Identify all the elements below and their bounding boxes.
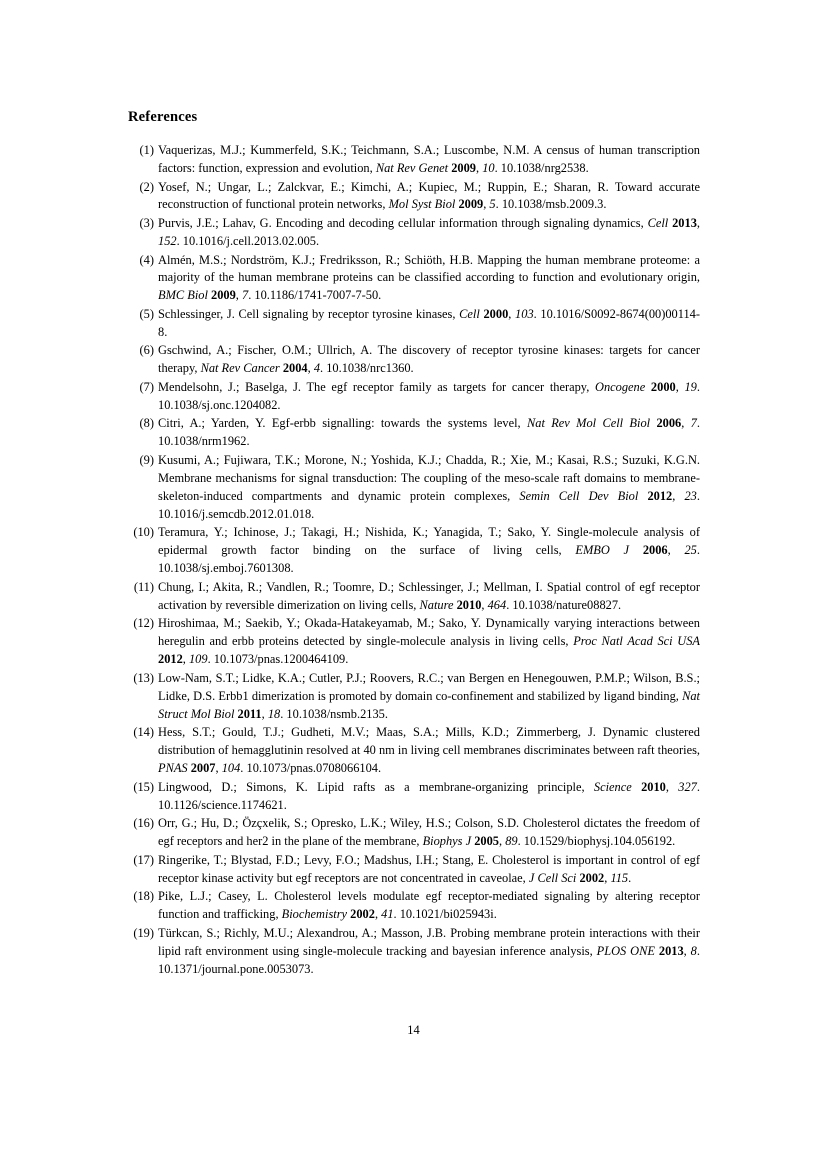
reference-item bbox=[128, 342, 700, 378]
reference-journal: J Cell Sci bbox=[528, 870, 577, 885]
reference-year: 2013 bbox=[672, 216, 697, 230]
reference-authors: Lingwood, D.; Simons, K. bbox=[158, 779, 308, 794]
reference-doi: 10.1371/journal.pone.0053073. bbox=[158, 961, 314, 976]
reference-title: Dynamically varying interactions between heregulin and erbb proteins detected by single-molecule analysis in living cells, bbox=[158, 616, 700, 649]
reference-volume: 4 bbox=[313, 361, 321, 376]
reference-title: Cholesterol dictates the freedom of egf receptors and her2 in the plane of the membrane, bbox=[158, 816, 700, 849]
reference-authors: Teramura, Y.; Ichinose, J.; Takagi, H.; Nishida, K.; Yanagida, T.; Sako, Y. bbox=[158, 525, 552, 540]
reference-number: (5) bbox=[139, 306, 154, 321]
reference-volume: 19 bbox=[684, 379, 697, 394]
reference-volume: 25 bbox=[684, 543, 697, 558]
reference-item bbox=[128, 452, 700, 524]
reference-authors: Almén, M.S.; Nordström, K.J.; Fredriksson, R.; Schiöth, H.B. bbox=[158, 252, 473, 267]
reference-number: (6) bbox=[139, 343, 154, 358]
reference-text: Hiroshimaa, M.; Saekib, Y.; Okada-Hatakeyamab, M.; Sako, Y. Dynamically varying interactions between heregulin and erbb proteins detected by single-molecule analysis in living cells, Proc Natl Acad Sci USA 2012, 109. 10.1073/pnas.1200464109. bbox=[158, 616, 700, 667]
reference-year: 2000 bbox=[483, 306, 509, 321]
reference-journal: PLOS ONE bbox=[596, 943, 655, 958]
reference-text: Vaquerizas, M.J.; Kummerfeld, S.K.; Teichmann, S.A.; Luscombe, N.M. A census of human transcription factors: function, expression and evolution, Nat Rev Genet 2009, 10. 10.1038/nrg2538. bbox=[158, 143, 700, 175]
reference-year: 2010 bbox=[456, 597, 482, 612]
reference-volume: 327 bbox=[678, 779, 697, 794]
reference-volume: 7 bbox=[690, 416, 697, 431]
reference-title: Membrane mechanisms for signal transduction: The coupling of the meso-scale raft domains to membrane-skeleton-induced compartments and dynamic protein complexes, bbox=[158, 470, 700, 503]
reference-journal: Science bbox=[593, 779, 632, 794]
reference-authors: Purvis, J.E.; Lahav, G. bbox=[158, 216, 272, 230]
reference-journal: Nat Struct Mol Biol bbox=[158, 688, 700, 721]
reference-number: (4) bbox=[139, 252, 154, 267]
reference-number: (13) bbox=[133, 670, 154, 685]
reference-title: Cell signaling by receptor tyrosine kinases, bbox=[238, 306, 456, 321]
reference-volume: 89 bbox=[505, 834, 518, 849]
reference-volume: 23 bbox=[684, 488, 697, 503]
reference-volume: 18 bbox=[267, 706, 281, 721]
reference-text: Pike, L.J.; Casey, L. Cholesterol levels modulate egf receptor-mediated signaling by altering receptor function and trafficking, Biochemistry 2002, 41. 10.1021/bi025943i. bbox=[158, 889, 700, 922]
reference-doi: 10.1529/biophysj.104.056192. bbox=[523, 834, 676, 849]
reference-journal: Mol Syst Biol bbox=[388, 197, 456, 212]
reference-text: Teramura, Y.; Ichinose, J.; Takagi, H.; Nishida, K.; Yanagida, T.; Sako, Y. Single-molecule analysis of epidermal growth factor binding on the surface of living cells, EMBO J 2006, 25. 10.1038/sj.emboj.7601308. bbox=[158, 525, 700, 576]
reference-item bbox=[128, 179, 700, 215]
reference-doi: 10.1038/sj.onc.1204082. bbox=[158, 397, 281, 412]
reference-volume: 10 bbox=[482, 160, 495, 175]
reference-volume: 109 bbox=[188, 652, 208, 667]
reference-authors: Citri, A.; Yarden, Y. bbox=[158, 416, 266, 431]
reference-title: Single-molecule analysis of epidermal growth factor binding on the surface of living cells, bbox=[158, 525, 700, 558]
reference-title: Encoding and decoding cellular information through signaling dynamics, bbox=[275, 216, 644, 230]
reference-journal: Oncogene bbox=[595, 379, 646, 394]
reference-item bbox=[128, 379, 700, 415]
reference-number: (2) bbox=[139, 179, 154, 194]
reference-title: Dynamic clustered distribution of hemagglutinin resolved at 40 nm in living cell membranes discriminates between raft theories, bbox=[158, 725, 700, 758]
reference-journal: Biophys J bbox=[422, 834, 472, 849]
reference-item bbox=[128, 306, 700, 342]
reference-item bbox=[128, 724, 700, 778]
reference-item bbox=[128, 252, 700, 306]
reference-number: (18) bbox=[133, 889, 154, 904]
reference-item bbox=[128, 670, 700, 724]
reference-year: 2000 bbox=[650, 379, 676, 394]
reference-number: (12) bbox=[133, 616, 154, 631]
reference-number: (17) bbox=[133, 852, 154, 867]
reference-year: 2006 bbox=[642, 543, 668, 558]
reference-title: A census of human transcription factors: function, expression and evolution, bbox=[158, 143, 700, 175]
reference-item bbox=[128, 888, 700, 924]
reference-authors: Ringerike, T.; Blystad, F.D.; Levy, F.O.; Madshus, I.H.; Stang, E. bbox=[158, 852, 489, 867]
reference-number: (16) bbox=[133, 816, 154, 831]
reference-title: Erbb1 dimerization is promoted by domain co-confinement and stabilized by ligand binding, bbox=[218, 688, 679, 703]
reference-authors: Türkcan, S.; Richly, M.U.; Alexandrou, A.; Masson, J.B. bbox=[158, 925, 447, 940]
reference-year: 2006 bbox=[656, 416, 682, 431]
reference-authors: Kusumi, A.; Fujiwara, T.K.; Morone, N.; Yoshida, K.J.; Chadda, R.; Xie, M.; Kasai, R.S.; Suzuki, K.G.N. bbox=[158, 452, 700, 467]
reference-doi: 10.1016/S0092-8674(00)00114-8. bbox=[158, 306, 700, 339]
reference-doi: 10.1038/nrg2538. bbox=[500, 160, 589, 175]
reference-doi: 10.1126/science.1174621. bbox=[158, 797, 287, 812]
reference-number: (9) bbox=[139, 452, 154, 467]
reference-year: 2005 bbox=[474, 834, 499, 849]
reference-list bbox=[128, 142, 700, 979]
reference-volume: 103 bbox=[515, 306, 534, 321]
reference-journal: Proc Natl Acad Sci USA bbox=[573, 634, 700, 649]
reference-authors: Pike, L.J.; Casey, L. bbox=[158, 889, 268, 904]
reference-doi: 10.1038/nrm1962. bbox=[158, 434, 250, 449]
reference-journal: Cell bbox=[459, 306, 480, 321]
reference-doi: 10.1016/j.semcdb.2012.01.018. bbox=[158, 506, 315, 521]
reference-text: Almén, M.S.; Nordström, K.J.; Fredriksson, R.; Schiöth, H.B. Mapping the human membrane proteome: a majority of the human membrane proteins can be classified according to function and evolutionary origin, BMC Biol 2009, 7. 10.1186/1741-7007-7-50. bbox=[158, 252, 700, 303]
reference-journal: Nat Rev Mol Cell Biol bbox=[527, 416, 651, 431]
page-number: 14 bbox=[407, 1023, 420, 1037]
reference-doi: 10.1038/nrc1360. bbox=[326, 361, 414, 376]
reference-doi: 10.1073/pnas.1200464109. bbox=[213, 652, 349, 667]
reference-year: 2007 bbox=[190, 761, 216, 776]
reference-title: Cholesterol is important in control of egf receptor kinase activity but egf receptors are not concentrated in caveolae, bbox=[158, 852, 700, 885]
reference-year: 2009 bbox=[211, 288, 236, 303]
reference-number: (11) bbox=[133, 579, 154, 594]
reference-year: 2012 bbox=[647, 488, 673, 503]
reference-number: (19) bbox=[133, 925, 154, 940]
reference-title: The egf receptor family as targets for cancer therapy, bbox=[306, 379, 590, 394]
reference-authors: Vaquerizas, M.J.; Kummerfeld, S.K.; Teichmann, S.A.; Luscombe, N.M. bbox=[158, 143, 530, 157]
reference-doi: 10.1073/pnas.0708066104. bbox=[246, 761, 382, 776]
reference-year: 2013 bbox=[658, 943, 684, 958]
reference-text: Schlessinger, J. Cell signaling by receptor tyrosine kinases, Cell 2000, 103. 10.1016/S0092-8674(00)00114-8. bbox=[158, 306, 700, 339]
reference-volume: 8 bbox=[690, 943, 697, 958]
reference-authors: Gschwind, A.; Fischer, O.M.; Ullrich, A. bbox=[158, 343, 373, 358]
reference-year: 2010 bbox=[641, 779, 666, 794]
reference-volume: 41 bbox=[381, 907, 394, 922]
reference-doi: 10.1038/nature08827. bbox=[512, 597, 622, 612]
reference-text: Mendelsohn, J.; Baselga, J. The egf receptor family as targets for cancer therapy, Oncogene 2000, 19. 10.1038/sj.onc.1204082. bbox=[158, 379, 700, 412]
reference-text: Ringerike, T.; Blystad, F.D.; Levy, F.O.; Madshus, I.H.; Stang, E. Cholesterol is important in control of egf receptor kinase activity but egf receptors are not concentrated in caveolae, J Cell Sci 2002, 115. bbox=[158, 852, 700, 885]
reference-doi: 10.1038/nsmb.2135. bbox=[286, 706, 388, 721]
reference-text: Citri, A.; Yarden, Y. Egf-erbb signalling: towards the systems level, Nat Rev Mol Cell Biol 2006, 7. 10.1038/nrm1962. bbox=[158, 416, 700, 449]
reference-volume: 464 bbox=[487, 597, 507, 612]
reference-number: (15) bbox=[133, 779, 154, 794]
reference-item bbox=[128, 215, 700, 251]
reference-year: 2012 bbox=[158, 652, 183, 667]
reference-number: (3) bbox=[139, 216, 154, 230]
reference-title: Spatial control of egf receptor activation by reversible dimerization on living cells, bbox=[158, 579, 700, 612]
reference-journal: Biochemistry bbox=[281, 907, 348, 922]
reference-year: 2009 bbox=[451, 160, 476, 175]
reference-volume: 115 bbox=[610, 870, 629, 885]
reference-authors: Hess, S.T.; Gould, T.J.; Gudheti, M.V.; Maas, S.A.; Mills, K.D.; Zimmerberg, J. bbox=[158, 725, 596, 740]
reference-year: 2002 bbox=[579, 870, 605, 885]
reference-authors: Yosef, N.; Ungar, L.; Zalckvar, E.; Kimchi, A.; Kupiec, M.; Ruppin, E.; Sharan, R. bbox=[158, 179, 609, 194]
reference-item bbox=[128, 579, 700, 615]
reference-authors: Mendelsohn, J.; Baselga, J. bbox=[158, 379, 302, 394]
reference-number: (7) bbox=[139, 379, 154, 394]
reference-item bbox=[128, 852, 700, 888]
page-title: References bbox=[128, 109, 198, 125]
reference-volume: 104 bbox=[221, 761, 241, 776]
reference-title: Egf-erbb signalling: towards the systems level, bbox=[271, 416, 521, 431]
reference-text: Kusumi, A.; Fujiwara, T.K.; Morone, N.; Yoshida, K.J.; Chadda, R.; Xie, M.; Kasai, R.S.; Suzuki, K.G.N. Membrane mechanisms for signal transduction: The coupling of the meso-scale raft domains to membrane-skeleton-induced compartments and dynamic protein complexes, Semin Cell Dev Biol 2012, 23. 10.1016/j.semcdb.2012.01.018. bbox=[158, 452, 700, 521]
reference-number: (8) bbox=[139, 416, 154, 431]
reference-authors: Low-Nam, S.T.; Lidke, K.A.; Cutler, P.J.; Roovers, R.C.; van Bergen en Henegouwen, P.M.P.; Wilson, B.S.; Lidke, D.S. bbox=[158, 670, 700, 703]
reference-journal: BMC Biol bbox=[158, 288, 208, 303]
reference-item bbox=[128, 815, 700, 851]
reference-journal: Nat Rev Cancer bbox=[200, 361, 280, 376]
reference-volume: 5 bbox=[489, 197, 496, 212]
reference-text: Purvis, J.E.; Lahav, G. Encoding and decoding cellular information through signaling dynamics, Cell 2013, 152. 10.1016/j.cell.2013.02.005. bbox=[158, 216, 700, 248]
reference-text: Low-Nam, S.T.; Lidke, K.A.; Cutler, P.J.; Roovers, R.C.; van Bergen en Henegouwen, P.M.P.; Wilson, B.S.; Lidke, D.S. Erbb1 dimerization is promoted by domain co-confinement and stabilized by ligand binding, Nat Struct Mol Biol 2011, 18. 10.1038/nsmb.2135. bbox=[158, 670, 700, 721]
reference-item bbox=[128, 142, 700, 178]
reference-doi: 10.1021/bi025943i. bbox=[399, 907, 497, 922]
reference-text: Gschwind, A.; Fischer, O.M.; Ullrich, A. The discovery of receptor tyrosine kinases: targets for cancer therapy, Nat Rev Cancer 2004, 4. 10.1038/nrc1360. bbox=[158, 343, 701, 376]
reference-year: 2002 bbox=[350, 907, 375, 922]
reference-title: The discovery of receptor tyrosine kinases: targets for cancer therapy, bbox=[158, 343, 701, 376]
reference-title: Mapping the human membrane proteome: a majority of the human membrane proteins can be classified according to function and evolutionary origin, bbox=[158, 252, 700, 285]
reference-text: Lingwood, D.; Simons, K. Lipid rafts as a membrane-organizing principle, Science 2010, 327. 10.1126/science.1174621. bbox=[158, 779, 700, 812]
reference-journal: PNAS bbox=[158, 761, 188, 776]
reference-doi: 10.1186/1741-7007-7-50. bbox=[254, 288, 382, 303]
reference-journal: Semin Cell Dev Biol bbox=[519, 488, 639, 503]
reference-text: Hess, S.T.; Gould, T.J.; Gudheti, M.V.; Maas, S.A.; Mills, K.D.; Zimmerberg, J. Dynamic clustered distribution of hemagglutinin resolved at 40 nm in living cell membranes discriminates between raft theories, PNAS 2007, 104. 10.1073/pnas.0708066104. bbox=[158, 725, 700, 776]
reference-authors: Chung, I.; Akita, R.; Vandlen, R.; Toomre, D.; Schlessinger, J.; Mellman, I. bbox=[158, 579, 543, 594]
references-section bbox=[128, 108, 700, 979]
reference-authors: Orr, G.; Hu, D.; Özçxelik, S.; Opresko, L.K.; Wiley, H.S.; Colson, S.D. bbox=[158, 816, 520, 831]
reference-title: Cholesterol levels modulate egf receptor-mediated signaling by altering receptor function and trafficking, bbox=[158, 889, 700, 922]
reference-number: (1) bbox=[139, 143, 154, 157]
reference-authors: Schlessinger, J. bbox=[158, 306, 235, 321]
reference-authors: Hiroshimaa, M.; Saekib, Y.; Okada-Hatakeyamab, M.; Sako, Y. bbox=[158, 616, 482, 631]
reference-text: Orr, G.; Hu, D.; Özçxelik, S.; Opresko, L.K.; Wiley, H.S.; Colson, S.D. Cholesterol dictates the freedom of egf receptors and her2 in the plane of the membrane, Biophys J 2005, 89. 10.1529/biophysj.104.056192. bbox=[158, 816, 700, 849]
reference-text: Chung, I.; Akita, R.; Vandlen, R.; Toomre, D.; Schlessinger, J.; Mellman, I. Spatial control of egf receptor activation by reversible dimerization on living cells, Nature 2010, 464. 10.1038/nature08827. bbox=[158, 579, 700, 612]
reference-item bbox=[128, 615, 700, 669]
reference-text: Türkcan, S.; Richly, M.U.; Alexandrou, A.; Masson, J.B. Probing membrane protein interactions with their lipid raft environment using single-molecule tracking and bayesian inference analysis, PLOS ONE 2013, 8. 10.1371/journal.pone.0053073. bbox=[158, 925, 700, 976]
reference-volume: 7 bbox=[242, 288, 249, 303]
reference-title: Probing membrane protein interactions with their lipid raft environment using single-molecule tracking and bayesian inference analysis, bbox=[158, 925, 700, 958]
reference-item bbox=[128, 779, 700, 815]
reference-journal: Nature bbox=[419, 597, 454, 612]
reference-doi: 10.1038/msb.2009.3. bbox=[501, 197, 607, 212]
reference-year: 2009 bbox=[458, 197, 484, 212]
reference-journal: Nat Rev Genet bbox=[375, 160, 449, 175]
reference-year: 2011 bbox=[237, 706, 262, 721]
reference-title: Lipid rafts as a membrane-organizing principle, bbox=[317, 779, 585, 794]
reference-volume: 152 bbox=[158, 233, 177, 248]
reference-doi: 10.1016/j.cell.2013.02.005. bbox=[182, 233, 320, 248]
reference-item bbox=[128, 415, 700, 451]
reference-number: (14) bbox=[133, 725, 154, 740]
reference-journal: Cell bbox=[647, 216, 669, 230]
reference-year: 2004 bbox=[282, 361, 308, 376]
reference-doi: 10.1038/sj.emboj.7601308. bbox=[158, 561, 294, 576]
reference-item bbox=[128, 925, 700, 979]
reference-item bbox=[128, 524, 700, 578]
reference-title: Toward accurate reconstruction of functional protein networks, bbox=[158, 179, 701, 212]
reference-text: Yosef, N.; Ungar, L.; Zalckvar, E.; Kimchi, A.; Kupiec, M.; Ruppin, E.; Sharan, R. Toward accurate reconstruction of functional protein networks, Mol Syst Biol 2009, 5. 10.1038/msb.2009.3. bbox=[158, 179, 701, 212]
reference-journal: EMBO J bbox=[575, 543, 630, 558]
reference-number: (10) bbox=[133, 525, 154, 540]
